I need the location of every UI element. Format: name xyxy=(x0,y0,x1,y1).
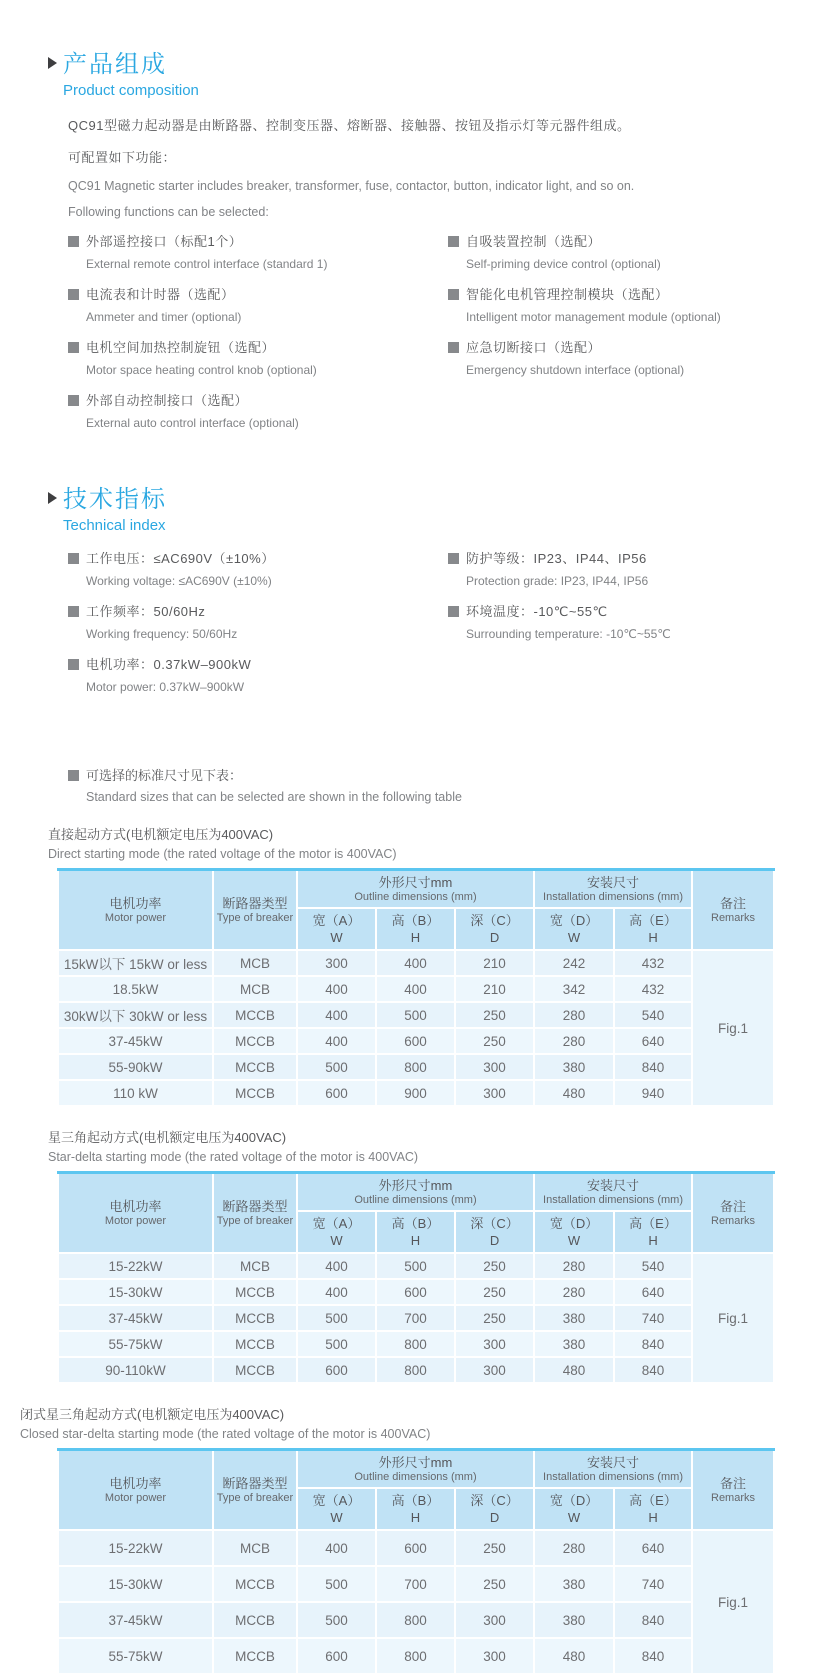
bullet-square-icon xyxy=(448,289,459,300)
table-cell: 540 xyxy=(614,1253,692,1279)
table-cell: 500 xyxy=(297,1566,376,1602)
section-title-en: Product composition xyxy=(63,82,199,99)
header-width-a xyxy=(297,908,376,950)
table-cell: 400 xyxy=(376,950,455,976)
table-cell: 400 xyxy=(297,1530,376,1566)
table-cell: 800 xyxy=(376,1357,455,1383)
table-cell: 380 xyxy=(534,1054,614,1080)
table-cell: 280 xyxy=(534,1028,614,1054)
table-cell: 15-30kW xyxy=(58,1279,213,1305)
table-cell: 840 xyxy=(614,1357,692,1383)
feature-item xyxy=(68,231,448,271)
table-cell: 480 xyxy=(534,1080,614,1106)
direct-starting-table xyxy=(57,868,775,1107)
table-row xyxy=(58,1054,774,1080)
table-cell: 300 xyxy=(455,1080,534,1106)
table-title-cn: 闭式星三角起动方式(电机额定电压为400VAC) xyxy=(20,1407,285,1422)
header-depth-c-en: D xyxy=(489,1233,500,1248)
note-cn: 可选择的标准尺寸见下表： xyxy=(86,768,243,783)
section-title-en: Technical index xyxy=(63,517,166,534)
bullet-square-icon xyxy=(68,395,79,406)
table-cell: MCB xyxy=(213,950,297,976)
header-height-b-en: H xyxy=(410,1233,421,1248)
feature-label-en: Self-priming device control (optional) xyxy=(466,257,661,271)
table-cell: 740 xyxy=(614,1305,692,1331)
product-composition-section-head xyxy=(48,44,830,99)
header-remarks xyxy=(692,1450,774,1531)
header-width-a-cn: 宽（A） xyxy=(312,1216,361,1231)
header-remarks-en: Remarks xyxy=(711,1492,756,1504)
table-cell: 300 xyxy=(455,1638,534,1674)
table-cell: MCCB xyxy=(213,1002,297,1028)
intro-line-en-2: Following functions can be selected: xyxy=(68,205,269,219)
spec-label-en: Working voltage: ≤AC690V (±10%) xyxy=(86,574,272,588)
header-remarks-cn: 备注 xyxy=(720,1476,747,1491)
spec-label-en: Surrounding temperature: -10℃~55℃ xyxy=(466,627,671,641)
header-install-en: Installation dimensions (mm) xyxy=(543,1194,684,1206)
table-cell: 300 xyxy=(297,950,376,976)
header-width-d xyxy=(534,1211,614,1253)
table-row xyxy=(58,1331,774,1357)
header-remarks-en: Remarks xyxy=(711,912,756,924)
table-cell: 432 xyxy=(614,950,692,976)
header-width-d-en: W xyxy=(567,930,581,945)
table-cell: 380 xyxy=(534,1566,614,1602)
bullet-square-icon xyxy=(68,236,79,247)
table-cell: MCCB xyxy=(213,1279,297,1305)
table-row xyxy=(58,1253,774,1279)
spec-label-cn: 防护等级：IP23、IP44、IP56 xyxy=(466,551,647,566)
header-motor-power-cn: 电机功率 xyxy=(109,1476,162,1491)
header-breaker-en: Type of breaker xyxy=(216,912,294,924)
header-motor-power-en: Motor power xyxy=(104,912,167,924)
header-width-a-en: W xyxy=(330,1233,343,1248)
header-remarks-cn: 备注 xyxy=(720,1199,747,1214)
standard-size-note xyxy=(68,765,830,804)
table-cell: 400 xyxy=(297,1279,376,1305)
header-outline-dimensions xyxy=(297,1450,534,1489)
header-depth-c-cn: 深（C） xyxy=(470,1216,519,1231)
table-cell: 500 xyxy=(297,1305,376,1331)
table-row xyxy=(58,1080,774,1106)
header-breaker-cn: 断路器类型 xyxy=(222,896,288,911)
header-remarks xyxy=(692,1173,774,1254)
section-title-cn: 技术指标 xyxy=(63,486,167,513)
table-cell: 480 xyxy=(534,1357,614,1383)
bullet-square-icon xyxy=(448,236,459,247)
table-cell: 500 xyxy=(297,1602,376,1638)
remarks-cell: Fig.1 xyxy=(692,1530,774,1674)
table-cell: MCCB xyxy=(213,1602,297,1638)
header-depth-c xyxy=(455,908,534,950)
table-cell: 432 xyxy=(614,976,692,1002)
table-cell: 15-22kW xyxy=(58,1253,213,1279)
header-installation-dimensions xyxy=(534,1450,692,1489)
table-title-en: Direct starting mode (the rated voltage of the motor is 400VAC) xyxy=(48,847,397,861)
table-cell: 400 xyxy=(297,1002,376,1028)
header-installation-dimensions xyxy=(534,870,692,909)
table-row xyxy=(58,1279,774,1305)
table-cell: 37-45kW xyxy=(58,1028,213,1054)
table-cell: 840 xyxy=(614,1054,692,1080)
table-cell: 280 xyxy=(534,1279,614,1305)
table-cell: 250 xyxy=(455,1530,534,1566)
header-depth-c xyxy=(455,1488,534,1530)
spec-item xyxy=(448,601,830,641)
table-cell: MCB xyxy=(213,976,297,1002)
table-row xyxy=(58,1638,774,1674)
header-breaker-type xyxy=(213,1450,297,1531)
header-width-d-cn: 宽（D） xyxy=(549,913,599,928)
table-cell: 840 xyxy=(614,1638,692,1674)
header-width-a-en: W xyxy=(330,930,343,945)
table-cell: 250 xyxy=(455,1279,534,1305)
header-outline-cn: 外形尺寸mm xyxy=(378,875,453,890)
feature-item xyxy=(448,337,830,377)
header-height-e xyxy=(614,908,692,950)
header-breaker-type xyxy=(213,1173,297,1254)
table-cell: 400 xyxy=(297,1253,376,1279)
header-width-d-en: W xyxy=(567,1510,581,1525)
feature-item xyxy=(68,284,448,324)
table-cell: 500 xyxy=(297,1054,376,1080)
spec-label-en: Motor power: 0.37kW–900kW xyxy=(86,680,245,694)
table-cell: MCB xyxy=(213,1530,297,1566)
header-installation-dimensions xyxy=(534,1173,692,1212)
header-height-b-cn: 高（B） xyxy=(391,1493,440,1508)
feature-label-en: Motor space heating control knob (optional) xyxy=(86,363,317,377)
feature-item xyxy=(68,390,448,430)
table-cell: MCB xyxy=(213,1253,297,1279)
header-width-d xyxy=(534,1488,614,1530)
spec-item xyxy=(68,548,448,588)
table-cell: 380 xyxy=(534,1602,614,1638)
star-delta-table-block xyxy=(0,1127,830,1384)
header-breaker-cn: 断路器类型 xyxy=(222,1199,288,1214)
header-height-e xyxy=(614,1211,692,1253)
header-width-a-cn: 宽（A） xyxy=(312,913,361,928)
header-height-e-en: H xyxy=(648,1510,658,1525)
header-height-b xyxy=(376,1488,455,1530)
table-cell: 250 xyxy=(455,1028,534,1054)
feature-label-en: External auto control interface (optional) xyxy=(86,416,299,430)
header-outline-en: Outline dimensions (mm) xyxy=(354,1194,477,1206)
feature-label-cn: 外部遥控接口（标配1个） xyxy=(86,234,243,249)
header-motor-power xyxy=(58,1450,213,1531)
feature-label-cn: 自吸装置控制（选配） xyxy=(466,234,602,249)
table-row xyxy=(58,1002,774,1028)
feature-item xyxy=(448,231,830,271)
table-cell: 300 xyxy=(455,1054,534,1080)
header-width-d-cn: 宽（D） xyxy=(549,1493,599,1508)
feature-item xyxy=(448,284,830,324)
spec-label-en: Working frequency: 50/60Hz xyxy=(86,627,238,641)
table-cell: MCCB xyxy=(213,1080,297,1106)
table-cell: MCCB xyxy=(213,1638,297,1674)
header-height-b-en: H xyxy=(410,1510,421,1525)
header-height-b xyxy=(376,908,455,950)
header-outline-dimensions xyxy=(297,1173,534,1212)
header-install-en: Installation dimensions (mm) xyxy=(543,891,684,903)
header-outline-dimensions xyxy=(297,870,534,909)
header-width-a xyxy=(297,1488,376,1530)
table-cell: MCCB xyxy=(213,1305,297,1331)
header-height-b-cn: 高（B） xyxy=(391,1216,440,1231)
star-delta-table xyxy=(57,1171,775,1384)
table-cell: 600 xyxy=(297,1638,376,1674)
table-cell: 380 xyxy=(534,1305,614,1331)
header-remarks-en: Remarks xyxy=(711,1215,756,1227)
closed-star-delta-table-block xyxy=(0,1404,830,1675)
header-install-cn: 安装尺寸 xyxy=(587,1178,640,1193)
technical-index-section-head xyxy=(48,479,830,534)
header-remarks-cn: 备注 xyxy=(720,896,747,911)
table-cell: 400 xyxy=(297,1028,376,1054)
header-width-a-cn: 宽（A） xyxy=(312,1493,361,1508)
table-cell: 250 xyxy=(455,1305,534,1331)
table-cell: 740 xyxy=(614,1566,692,1602)
intro-line-cn-1: QC91型磁力起动器是由断路器、控制变压器、熔断器、接触器、按钮及指示灯等元器件组成。 xyxy=(68,118,631,133)
table-cell: 55-75kW xyxy=(58,1331,213,1357)
bullet-square-icon xyxy=(68,553,79,564)
table-cell: 400 xyxy=(376,976,455,1002)
table-cell: 600 xyxy=(297,1080,376,1106)
table-row xyxy=(58,976,774,1002)
product-intro xyxy=(68,115,830,219)
table-cell: 300 xyxy=(455,1357,534,1383)
header-motor-power-cn: 电机功率 xyxy=(109,1199,162,1214)
header-breaker-cn: 断路器类型 xyxy=(222,1476,288,1491)
header-breaker-type xyxy=(213,870,297,951)
table-title-cn: 星三角起动方式(电机额定电压为400VAC) xyxy=(48,1130,287,1145)
feature-label-en: Intelligent motor management module (optional) xyxy=(466,310,721,324)
table-row xyxy=(58,1028,774,1054)
table-cell: 55-90kW xyxy=(58,1054,213,1080)
header-depth-c-cn: 深（C） xyxy=(470,1493,519,1508)
header-motor-power xyxy=(58,1173,213,1254)
table-cell: 400 xyxy=(297,976,376,1002)
table-cell: 500 xyxy=(376,1002,455,1028)
header-breaker-en: Type of breaker xyxy=(216,1215,294,1227)
bullet-square-icon xyxy=(448,606,459,617)
closed-star-delta-table xyxy=(57,1448,775,1675)
table-cell: MCCB xyxy=(213,1357,297,1383)
table-cell: 600 xyxy=(376,1530,455,1566)
table-cell: 15-30kW xyxy=(58,1566,213,1602)
header-install-en: Installation dimensions (mm) xyxy=(543,1471,684,1483)
table-cell: 700 xyxy=(376,1305,455,1331)
header-depth-c-cn: 深（C） xyxy=(470,913,519,928)
table-cell: 540 xyxy=(614,1002,692,1028)
feature-label-cn: 应急切断接口（选配） xyxy=(466,340,602,355)
spec-label-cn: 电机功率：0.37kW–900kW xyxy=(86,657,252,672)
header-outline-cn: 外形尺寸mm xyxy=(378,1455,453,1470)
feature-label-cn: 电流表和计时器（选配） xyxy=(86,287,235,302)
spec-label-cn: 环境温度：-10℃~55℃ xyxy=(466,604,608,619)
table-cell: 800 xyxy=(376,1054,455,1080)
table-cell: 250 xyxy=(455,1253,534,1279)
table-cell: 300 xyxy=(455,1331,534,1357)
spec-item xyxy=(68,601,448,641)
table-cell: 210 xyxy=(455,950,534,976)
feature-label-en: Ammeter and timer (optional) xyxy=(86,310,242,324)
header-width-a xyxy=(297,1211,376,1253)
table-row xyxy=(58,1530,774,1566)
header-height-e xyxy=(614,1488,692,1530)
feature-item xyxy=(68,337,448,377)
table-row xyxy=(58,1602,774,1638)
header-width-d-cn: 宽（D） xyxy=(549,1216,599,1231)
table-cell: 940 xyxy=(614,1080,692,1106)
header-height-e-cn: 高（E） xyxy=(629,1216,677,1231)
bullet-square-icon xyxy=(68,770,79,781)
table-row xyxy=(58,1305,774,1331)
remarks-cell: Fig.1 xyxy=(692,950,774,1106)
header-motor-power xyxy=(58,870,213,951)
table-cell: 840 xyxy=(614,1602,692,1638)
spec-list xyxy=(68,548,830,707)
table-cell: 37-45kW xyxy=(58,1602,213,1638)
table-cell: 840 xyxy=(614,1331,692,1357)
header-install-cn: 安装尺寸 xyxy=(587,875,640,890)
feature-label-cn: 电机空间加热控制旋钮（选配） xyxy=(86,340,276,355)
header-width-a-en: W xyxy=(330,1510,343,1525)
table-cell: 800 xyxy=(376,1638,455,1674)
header-height-b-en: H xyxy=(410,930,421,945)
remarks-cell: Fig.1 xyxy=(692,1253,774,1383)
bullet-square-icon xyxy=(68,342,79,353)
table-cell: 640 xyxy=(614,1028,692,1054)
table-cell: 250 xyxy=(455,1566,534,1602)
bullet-square-icon xyxy=(68,659,79,670)
table-cell: 280 xyxy=(534,1253,614,1279)
header-depth-c xyxy=(455,1211,534,1253)
table-cell: 640 xyxy=(614,1279,692,1305)
table-cell: MCCB xyxy=(213,1028,297,1054)
table-title-cn: 直接起动方式(电机额定电压为400VAC) xyxy=(48,827,274,842)
section-title-cn: 产品组成 xyxy=(63,51,167,78)
feature-label-cn: 智能化电机管理控制模块（选配） xyxy=(466,287,669,302)
table-cell: 15kW以下 15kW or less xyxy=(58,950,213,976)
spec-item xyxy=(448,548,830,588)
table-cell: 18.5kW xyxy=(58,976,213,1002)
table-row xyxy=(58,1566,774,1602)
bullet-square-icon xyxy=(68,606,79,617)
table-cell: 800 xyxy=(376,1331,455,1357)
feature-label-en: External remote control interface (standard 1) xyxy=(86,257,328,271)
table-cell: 30kW以下 30kW or less xyxy=(58,1002,213,1028)
table-title-en: Closed star-delta starting mode (the rated voltage of the motor is 400VAC) xyxy=(20,1427,431,1441)
feature-label-en: Emergency shutdown interface (optional) xyxy=(466,363,685,377)
triangle-bullet-icon xyxy=(48,57,57,69)
header-height-b xyxy=(376,1211,455,1253)
spec-label-cn: 工作电压：≤AC690V（±10%） xyxy=(86,551,275,566)
table-cell: MCCB xyxy=(213,1331,297,1357)
table-cell: 600 xyxy=(376,1279,455,1305)
header-depth-c-en: D xyxy=(489,930,500,945)
spec-label-en: Protection grade: IP23, IP44, IP56 xyxy=(466,574,649,588)
table-cell: 600 xyxy=(376,1028,455,1054)
table-cell: 600 xyxy=(297,1357,376,1383)
bullet-square-icon xyxy=(448,342,459,353)
table-cell: 900 xyxy=(376,1080,455,1106)
header-outline-en: Outline dimensions (mm) xyxy=(354,891,477,903)
table-cell: 90-110kW xyxy=(58,1357,213,1383)
header-height-e-en: H xyxy=(648,930,658,945)
header-remarks xyxy=(692,870,774,951)
bullet-square-icon xyxy=(448,553,459,564)
header-motor-power-cn: 电机功率 xyxy=(109,896,162,911)
feature-list xyxy=(68,231,830,443)
table-cell: 110 kW xyxy=(58,1080,213,1106)
table-cell: 37-45kW xyxy=(58,1305,213,1331)
header-height-e-cn: 高（E） xyxy=(629,1493,677,1508)
header-breaker-en: Type of breaker xyxy=(216,1492,294,1504)
table-cell: 242 xyxy=(534,950,614,976)
table-cell: 500 xyxy=(376,1253,455,1279)
header-outline-en: Outline dimensions (mm) xyxy=(354,1471,477,1483)
table-cell: 640 xyxy=(614,1530,692,1566)
table-cell: 700 xyxy=(376,1566,455,1602)
table-cell: 500 xyxy=(297,1331,376,1357)
header-depth-c-en: D xyxy=(489,1510,500,1525)
header-motor-power-en: Motor power xyxy=(104,1215,167,1227)
header-motor-power-en: Motor power xyxy=(104,1492,167,1504)
header-install-cn: 安装尺寸 xyxy=(587,1455,640,1470)
header-height-e-en: H xyxy=(648,1233,658,1248)
table-cell: 280 xyxy=(534,1002,614,1028)
table-cell: 15-22kW xyxy=(58,1530,213,1566)
table-cell: 380 xyxy=(534,1331,614,1357)
spec-label-cn: 工作频率：50/60Hz xyxy=(86,604,206,619)
header-outline-cn: 外形尺寸mm xyxy=(378,1178,453,1193)
header-height-e-cn: 高（E） xyxy=(629,913,677,928)
intro-line-en-1: QC91 Magnetic starter includes breaker, transformer, fuse, contactor, button, indicator light, and so on. xyxy=(68,179,635,193)
table-cell: 280 xyxy=(534,1530,614,1566)
note-en: Standard sizes that can be selected are shown in the following table xyxy=(86,790,462,804)
table-title-en: Star-delta starting mode (the rated voltage of the motor is 400VAC) xyxy=(48,1150,419,1164)
table-cell: 480 xyxy=(534,1638,614,1674)
table-cell: MCCB xyxy=(213,1054,297,1080)
bullet-square-icon xyxy=(68,289,79,300)
header-height-b-cn: 高（B） xyxy=(391,913,440,928)
table-cell: 210 xyxy=(455,976,534,1002)
table-cell: 300 xyxy=(455,1602,534,1638)
header-width-d xyxy=(534,908,614,950)
direct-starting-table-block xyxy=(0,824,830,1107)
spec-item xyxy=(68,654,448,694)
table-cell: 342 xyxy=(534,976,614,1002)
table-cell: 800 xyxy=(376,1602,455,1638)
table-cell: 250 xyxy=(455,1002,534,1028)
header-width-d-en: W xyxy=(567,1233,581,1248)
table-cell: MCCB xyxy=(213,1566,297,1602)
table-cell: 55-75kW xyxy=(58,1638,213,1674)
triangle-bullet-icon xyxy=(48,492,57,504)
table-row xyxy=(58,1357,774,1383)
table-row xyxy=(58,950,774,976)
intro-line-cn-2: 可配置如下功能： xyxy=(68,150,177,165)
feature-label-cn: 外部自动控制接口（选配） xyxy=(86,393,249,408)
